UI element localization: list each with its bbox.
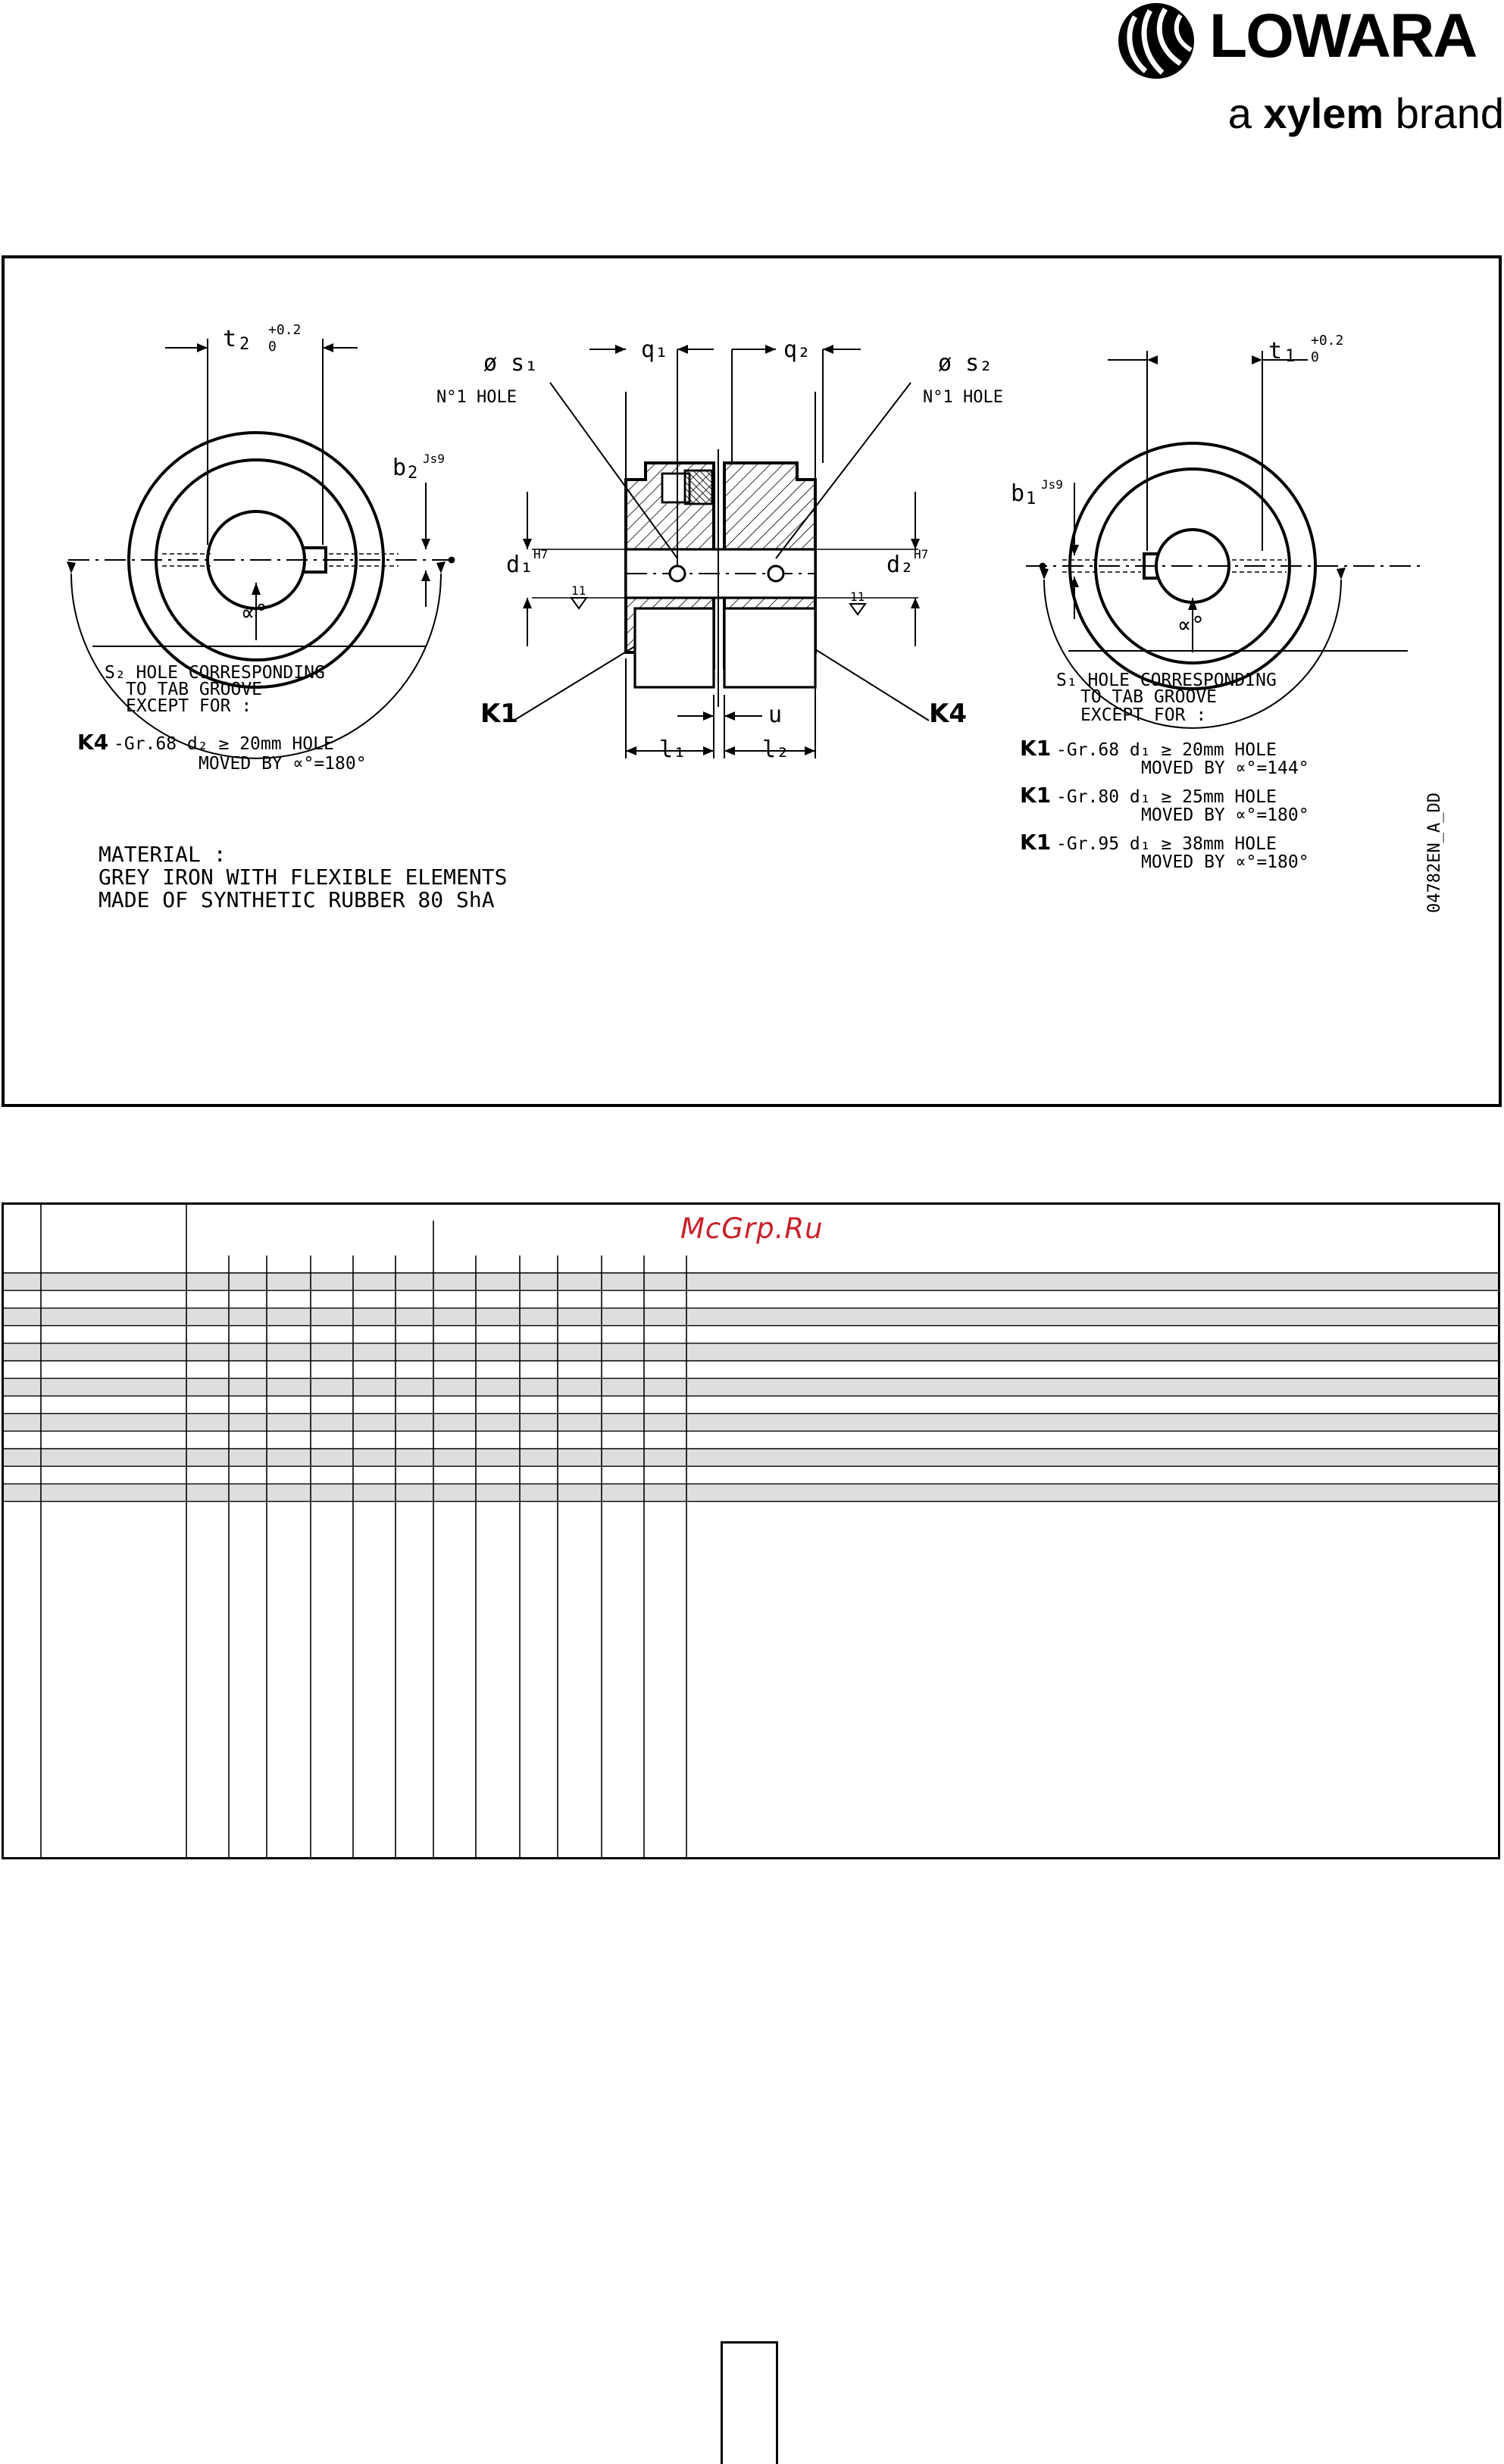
svg-text:t: t <box>1268 338 1283 364</box>
svg-text:GREY IRON WITH FLEXIBLE ELEMEN: GREY IRON WITH FLEXIBLE ELEMENTS <box>98 865 508 890</box>
svg-text:K4: K4 <box>77 730 109 755</box>
svg-text:MADE OF SYNTHETIC RUBBER 80 S: MADE OF SYNTHETIC RUBBER 80 ShA <box>98 887 495 912</box>
svg-text:∝°: ∝° <box>241 600 269 627</box>
table-row <box>2 1378 1500 1396</box>
svg-text:N°1 HOLE: N°1 HOLE <box>923 388 1003 407</box>
svg-text:Js9: Js9 <box>423 452 445 466</box>
svg-text:11: 11 <box>571 583 586 598</box>
table-row <box>2 1308 1500 1325</box>
svg-text:l₁: l₁ <box>659 736 687 763</box>
svg-text:MOVED BY ∝°=180°: MOVED BY ∝°=180° <box>199 754 367 774</box>
svg-text:K1: K1 <box>480 699 519 729</box>
table-row <box>2 1343 1500 1361</box>
svg-text:MATERIAL :: MATERIAL : <box>98 842 227 867</box>
svg-text:0: 0 <box>268 339 277 355</box>
svg-text:t: t <box>223 326 237 352</box>
svg-text:ø s₁: ø s₁ <box>483 350 539 377</box>
svg-text:d₁: d₁ <box>506 552 534 578</box>
lowara-drop-icon <box>1112 2 1200 80</box>
left-note <box>77 663 367 774</box>
svg-text:q₁: q₁ <box>641 336 669 363</box>
svg-text:2: 2 <box>239 335 250 354</box>
coupling-technical-drawing <box>2 255 1502 1107</box>
svg-text:MOVED BY ∝°=180°: MOVED BY ∝°=180° <box>1141 805 1309 825</box>
svg-text:Js9: Js9 <box>1041 477 1063 492</box>
svg-text:EXCEPT FOR :: EXCEPT FOR : <box>1080 705 1207 725</box>
table-row <box>2 1273 1500 1290</box>
svg-text:-Gr.68 d₂ ≥ 20mm HOLE: -Gr.68 d₂ ≥ 20mm HOLE <box>114 734 334 754</box>
spec-table <box>2 1202 1500 1859</box>
svg-text:MOVED BY ∝°=180°: MOVED BY ∝°=180° <box>1141 852 1309 872</box>
svg-text:2: 2 <box>408 464 418 483</box>
svg-text:1: 1 <box>1026 489 1037 508</box>
material-note <box>98 842 507 912</box>
svg-text:K1: K1 <box>1020 783 1052 808</box>
brand-tagline: a xylem brand <box>1227 89 1504 137</box>
svg-text:EXCEPT FOR :: EXCEPT FOR : <box>126 696 252 716</box>
svg-text:K4: K4 <box>929 699 968 729</box>
svg-text:H7: H7 <box>914 547 929 561</box>
svg-text:-Gr.80 d₁ ≥ 25mm HOLE: -Gr.80 d₁ ≥ 25mm HOLE <box>1056 787 1277 807</box>
svg-text:S₂ HOLE CORRESPONDING: S₂ HOLE CORRESPONDING <box>105 663 325 683</box>
svg-text:q₂: q₂ <box>783 336 811 363</box>
svg-text:+0.2: +0.2 <box>268 322 302 338</box>
table-row <box>2 1414 1500 1431</box>
brand-name: LOWARA <box>1209 2 1477 70</box>
svg-text:∝°: ∝° <box>1177 612 1205 639</box>
svg-text:N°1 HOLE: N°1 HOLE <box>436 388 517 407</box>
svg-text:d₂: d₂ <box>886 552 915 578</box>
svg-text:b: b <box>392 455 407 481</box>
svg-text:K1: K1 <box>1020 736 1052 761</box>
brand-logo <box>1111 0 1504 152</box>
svg-text:TO TAB GROOVE: TO TAB GROOVE <box>1080 687 1218 707</box>
svg-text:1: 1 <box>1285 347 1296 366</box>
coupling-cross-section <box>514 345 929 758</box>
svg-text:b: b <box>1011 480 1025 507</box>
svg-text:TO TAB GROOVE: TO TAB GROOVE <box>126 680 263 699</box>
table-row <box>2 1484 1500 1501</box>
svg-text:l₂: l₂ <box>762 736 790 763</box>
svg-text:u: u <box>768 702 783 728</box>
svg-text:11: 11 <box>850 589 865 604</box>
svg-text:H7: H7 <box>533 547 549 561</box>
table-row <box>2 1449 1500 1466</box>
svg-text:S₁ HOLE CORRESPONDING: S₁ HOLE CORRESPONDING <box>1056 671 1277 690</box>
svg-text:+0.2: +0.2 <box>1311 333 1344 349</box>
watermark: McGrp.Ru <box>680 1212 824 1245</box>
page-number-box <box>721 2341 778 2464</box>
right-note <box>1020 671 1309 872</box>
svg-text:MOVED BY ∝°=144°: MOVED BY ∝°=144° <box>1141 758 1309 778</box>
svg-text:K1: K1 <box>1020 830 1052 855</box>
drawing-code: 04782EN_A_DD <box>1425 793 1444 913</box>
right-hub-labels <box>1011 333 1343 639</box>
left-hub-labels <box>223 322 445 627</box>
svg-text:-Gr.95 d₁ ≥ 38mm HOLE: -Gr.95 d₁ ≥ 38mm HOLE <box>1056 834 1277 854</box>
svg-text:0: 0 <box>1311 349 1319 365</box>
svg-text:-Gr.68 d₁ ≥ 20mm HOLE: -Gr.68 d₁ ≥ 20mm HOLE <box>1056 740 1277 760</box>
svg-text:ø s₂: ø s₂ <box>938 350 993 377</box>
